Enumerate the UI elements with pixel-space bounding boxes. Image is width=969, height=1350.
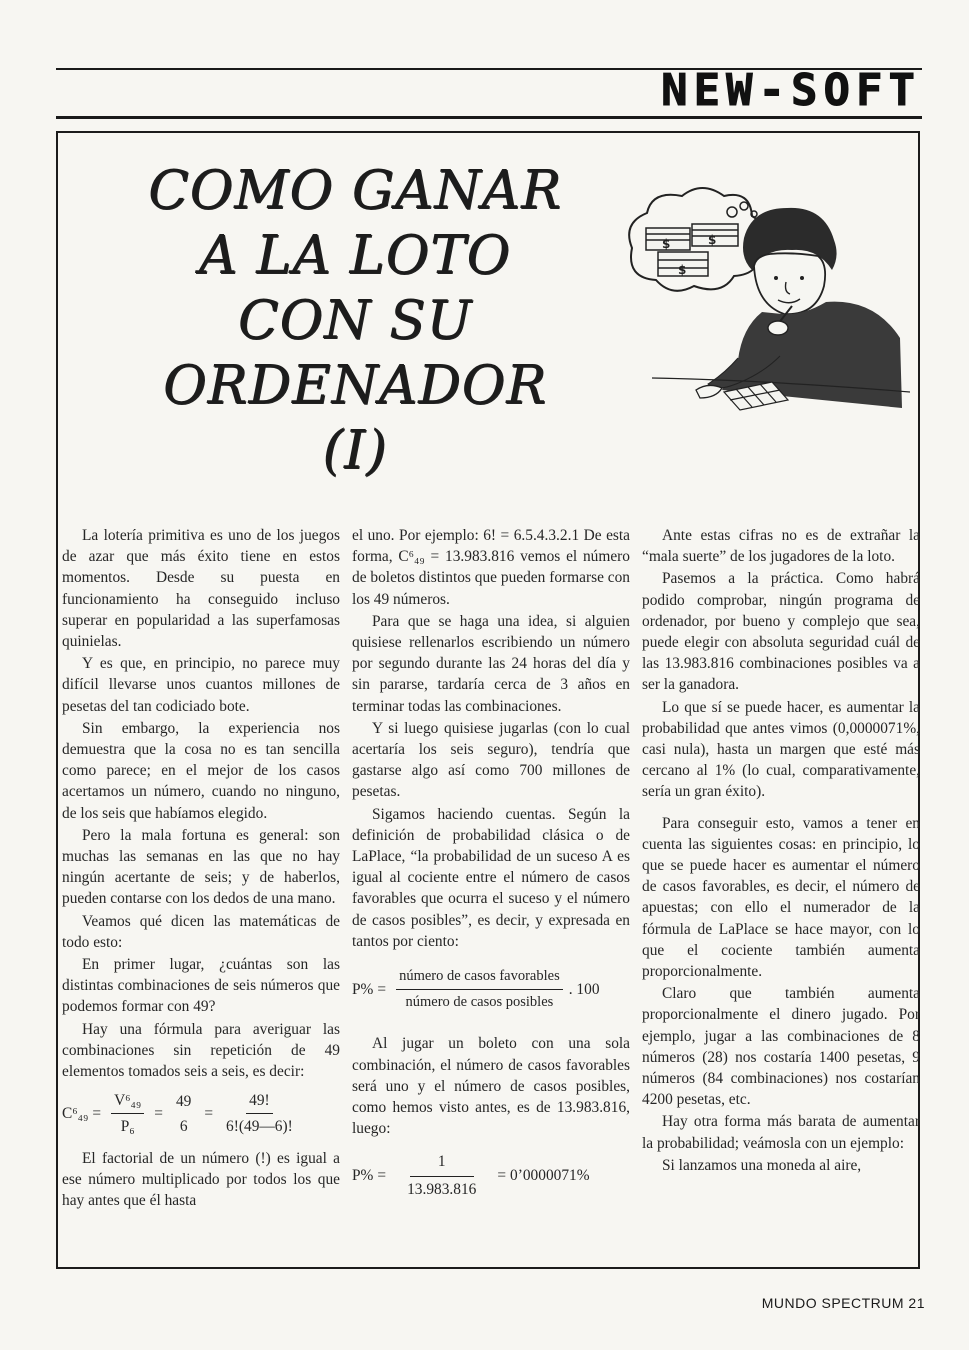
fraction-numerator: número de casos favorables [396, 966, 563, 990]
fraction-numerator: V⁶₄₉ [111, 1090, 144, 1114]
fraction-denominator: 6 [179, 1117, 188, 1135]
paragraph: Hay una fórmula para averiguar las combinaciones sin repetición de 49 elementos tomados seis a seis, es decir: [62, 1020, 340, 1081]
paragraph: La lotería primitiva es uno de los juegos de azar que más éxito tiene en estos momentos. Desde su puesta en funcionamiento ha conseguido incluso superar en popularidad a las superfamosas quinielas. [62, 527, 340, 651]
equals-sign: = [377, 981, 387, 999]
title-line: COMO GANAR [148, 160, 562, 221]
paragraph: Si lanzamos una moneda al aire, [662, 1156, 862, 1174]
paragraph: Lo que sí se puede hacer, es aumentar la probabilidad que antes vimos (0,0000071%, casi nula), hasta un margen que esté más cercano al 1% (lo cual, comparativamente, sería un gran éxito). [642, 698, 920, 801]
equals-sign: = [377, 1167, 387, 1185]
fraction [111, 1090, 144, 1137]
section-tag: NEW-SOFT [661, 65, 921, 116]
equals-sign: = [497, 1167, 507, 1185]
fraction [173, 1091, 194, 1137]
paragraph: Y es que, en principio, no parece muy difícil llevarse unos cuantos millones de pesetas del tan codiciado bote. [62, 655, 340, 715]
paragraph: Sin embargo, la experiencia nos demuestra que la cosa no es tan sencilla como parece; en el mejor de los casos acertamos un número, cuando no ninguno, de los seis que habíamos elegido. [62, 719, 340, 822]
combinations-formula [62, 1090, 340, 1137]
fraction-denominator: P₆ [120, 1118, 135, 1136]
title-line: CON SU [237, 290, 473, 351]
fraction-numerator: 49 [175, 1092, 192, 1110]
formula-lhs: P% [352, 981, 374, 999]
text-column-3 [642, 525, 920, 1176]
paragraph: En primer lugar, ¿cuántas son las distintas combinaciones de seis números que podemos formar con 49? [62, 956, 340, 1016]
paragraph: Al jugar un boleto con una sola combinación, el número de casos favorables será uno y el número de casos posibles, como hemos visto antes, es de 13.983.816, luego: [352, 1035, 630, 1138]
probability-result-formula [352, 1151, 630, 1199]
paragraph: el uno. Por ejemplo: 6! = 6.5.4.3.2.1 De esta forma, C⁶₄₉ = 13.983.816 vemos el número de boletos distintos que pueden formarse con los 49 números. [352, 527, 630, 608]
paragraph: Veamos qué dicen las matemáticas de todo esto: [62, 912, 340, 951]
paragraph: Pero la mala fortuna es general: son muchas las semanas en las que no hay ningún acertante de seis; y de haberlos, pueden contarse con los dedos de una mano. [62, 826, 340, 908]
person-dreaming-of-money-icon [612, 178, 912, 418]
paragraph: Hay otra forma más barata de aumentar la probabilidad; veámosla con un ejemplo: [642, 1113, 920, 1152]
laplace-formula [352, 966, 630, 1013]
fraction-denominator: 6!(49—6)! [226, 1118, 293, 1136]
fraction-numerator: 1 [410, 1151, 474, 1176]
formula-result: 0’0000071% [510, 1167, 590, 1185]
paragraph: Sigamos haciendo cuentas. Según la definición de probabilidad clásica o de LaPlace, “la probabilidad de un suceso A es igual al cociente entre el número de casos favorables que ocurra el suceso y el número de casos posibles”, es decir, y expresada en tantos por ciento: [352, 805, 630, 950]
equals-sign: = [92, 1105, 102, 1123]
title-line: (I) [322, 420, 388, 481]
svg-text:$: $ [662, 237, 671, 251]
svg-text:$: $ [708, 233, 717, 247]
page-footer: MUNDO SPECTRUM 21 [761, 1295, 925, 1311]
paragraph: Claro que también aumenta proporcionalmente el dinero jugado. Por ejemplo, jugar a las combinaciones de 8 números (28) nos costaría 1400 pesetas, 9 números (84 combinaciones) nos costarían 4200 pesetas, etc. [642, 985, 920, 1109]
equals-sign: = [204, 1105, 214, 1123]
fraction-denominator: 13.983.816 [407, 1180, 477, 1198]
formula-lhs: C⁶₄₉ [62, 1105, 89, 1123]
title-line: A LA LOTO [199, 225, 511, 286]
paragraph: Pasemos a la práctica. Como habrá podido comprobar, ningún programa de ordenador, por bueno y complejo que sea, puede elegir con absoluta seguridad cuál de las 13.983.816 combinaciones posibles va a ser la ganadora. [642, 570, 920, 694]
paragraph: Para que se haga una idea, si alguien quisiese rellenarlos escribiendo un número por segundo durante las 24 horas del día y sin pararse, tardaría cerca de 3 años en terminar todas las combinaciones. [352, 612, 630, 715]
title-line: ORDENADOR [162, 355, 548, 416]
fraction-denominator: número de casos posibles [405, 994, 554, 1011]
formula-factor: . 100 [568, 981, 600, 999]
svg-text:$: $ [678, 263, 687, 277]
fraction [223, 1090, 296, 1137]
fraction-numerator: 49! [246, 1090, 273, 1114]
formula-lhs: P% [352, 1167, 374, 1185]
fraction [396, 966, 563, 1013]
paragraph: Y si luego quisiese jugarlas (con lo cual acertaría los seis seguro), tendría que gastarse algo así como 700 millones de pesetas. [352, 719, 630, 801]
fraction [404, 1151, 479, 1199]
paragraph: Para conseguir esto, vamos a tener en cuenta las siguientes cosas: en principio, lo que se puede hacer es aumentar el número de casos favorables, es decir, el número de apuestas; con ello el numerador de la fórmula de LaPlace se hace mayor, con lo que el cociente también aumenta proporcionalmente. [642, 814, 920, 981]
equals-sign: = [154, 1105, 163, 1123]
article-title [120, 158, 590, 483]
header-rule-bottom [56, 116, 922, 119]
paragraph: El factorial de un número (!) es igual a ese número multiplicado por todos los que hay antes que él hasta [62, 1149, 340, 1210]
text-column-2 [352, 525, 630, 1200]
paragraph: Ante estas cifras no es de extrañar la “mala suerte” de los jugadores de la loto. [642, 527, 920, 566]
text-column-1 [62, 525, 340, 1211]
